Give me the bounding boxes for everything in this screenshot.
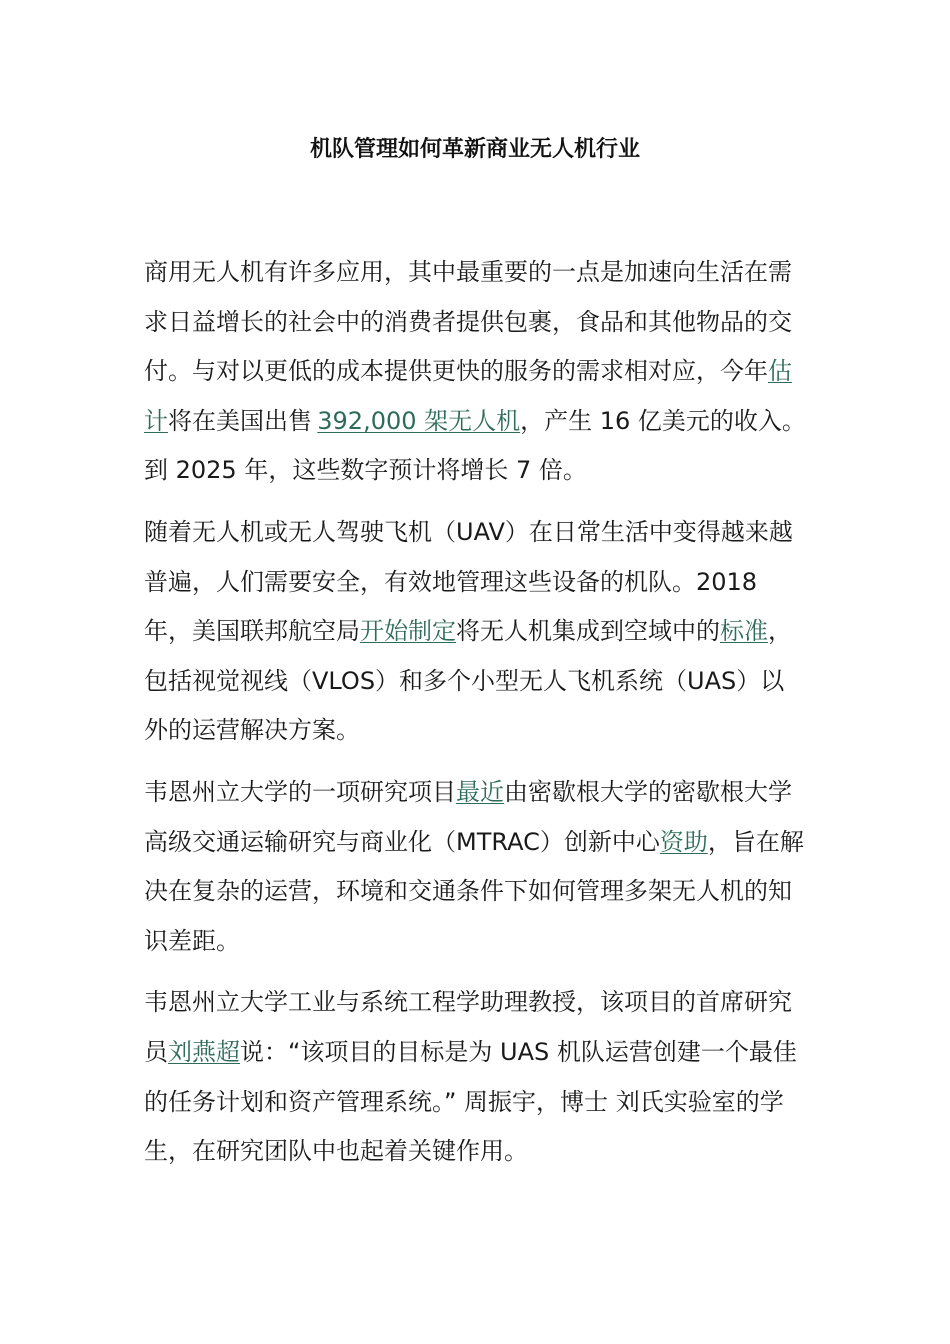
paragraph-1 — [144, 248, 808, 496]
text-segment: 商用无人机有许多应用，其中最重要的一点是加速向生活在需求日益增长的社会中的消费者提供包裹，食品和其他物品的交付。与对以更低的成本提供更快的服务的需求相对应，今年 — [144, 258, 792, 386]
link-drone-sales[interactable]: 392,000 架无人机 — [317, 406, 521, 435]
text-segment: 将无人机集成到空域中的 — [456, 617, 720, 646]
link-researcher-name[interactable]: 刘燕超 — [168, 1037, 240, 1066]
text-segment: ，包括视觉视线（VLOS）和多个小型无人飞机系统（UAS）以外的运营解决方案。 — [144, 617, 792, 745]
link-funded[interactable]: 资助 — [659, 827, 708, 856]
text-segment: 将在美国出售 — [168, 406, 312, 435]
paragraph-2 — [144, 508, 808, 756]
page-title: 机队管理如何革新商业无人机行业 — [309, 137, 640, 162]
paragraph-4 — [144, 978, 808, 1176]
article-body — [144, 248, 808, 1189]
text-segment: ，产生 16 亿美元的收入。到 2025 年，这些数字预计将增长 7 倍。 — [144, 406, 806, 485]
text-segment: ，旨在解决在复杂的运营，环境和交通条件下如何管理多架无人机的知识差距。 — [144, 827, 804, 955]
paragraph-3 — [144, 768, 808, 966]
text-segment: 说：“该项目的目标是为 UAS 机队运营创建一个最佳的任务计划和资产管理系统。” 周振宇，博士 刘氏实验室的学生，在研究团队中也起着关键作用。 — [144, 1037, 797, 1166]
link-began-developing[interactable]: 开始制定 — [360, 617, 456, 646]
text-segment: 韦恩州立大学工业与系统工程学助理教授，该项目的首席研究员 — [144, 988, 792, 1066]
text-segment: 由密歇根大学的密歇根大学高级交通运输研究与商业化（MTRAC）创新中心 — [144, 777, 792, 856]
text-segment: 随着无人机或无人驾驶飞机（UAV）在日常生活中变得越来越普遍，人们需要安全，有效地管理这些设备的机队。2018 年，美国联邦航空局 — [144, 517, 793, 646]
text-segment: 韦恩州立大学的一项研究项目 — [144, 777, 456, 806]
link-estimate[interactable]: 估计 — [144, 357, 792, 435]
link-recently[interactable]: 最近 — [456, 777, 504, 806]
link-standards[interactable]: 标准 — [720, 617, 768, 646]
